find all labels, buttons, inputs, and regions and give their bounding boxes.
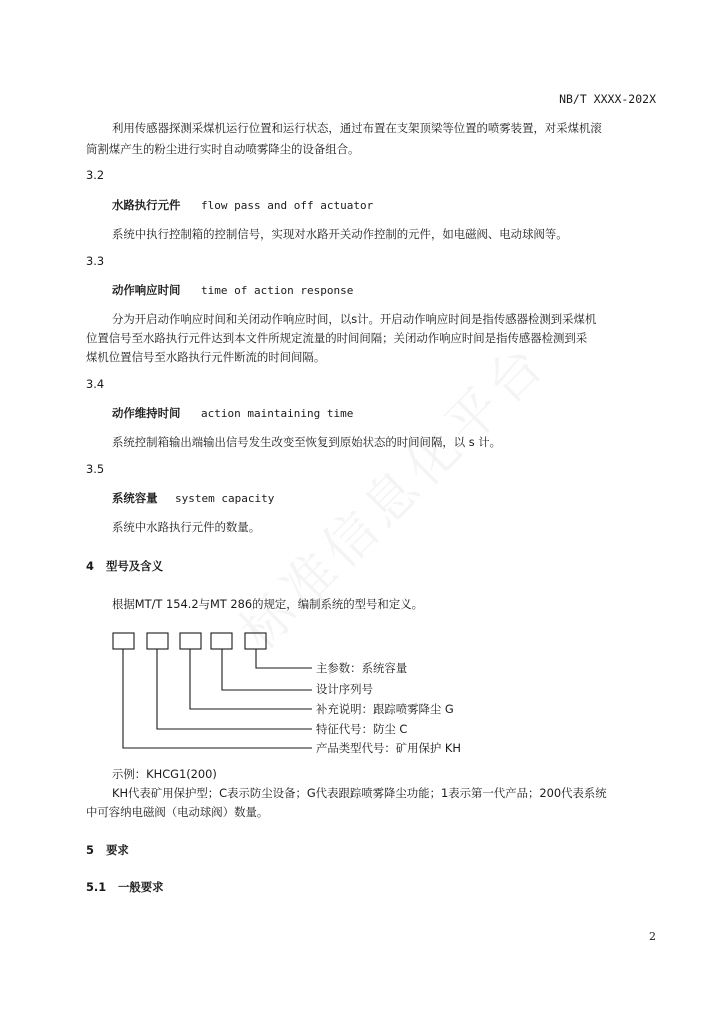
term-definition: 煤机位置信号至水路执行元件断流的时间间隔。: [86, 350, 326, 364]
term-definition: 系统控制箱输出端输出信号发生改变至恢复到原始状态的时间间隔，以 s 计。: [112, 435, 502, 449]
term-definition: 位置信号至水路执行元件达到本文件所规定流量的时间间隔；关闭动作响应时间是指传感器检测到采: [86, 331, 588, 345]
term-title-cn: 水路执行元件: [112, 198, 181, 212]
code-box-3: [180, 633, 201, 649]
diagram-label-product-type: 产品类型代号：矿用保护 KH: [316, 741, 461, 755]
example-explanation-2: 中可容纳电磁阀（电动球阀）数量。: [86, 805, 269, 819]
term-definition: 分为开启动作响应时间和关闭动作响应时间，以s计。开启动作响应时间是指传感器检测到采煤机: [112, 312, 597, 326]
term-title-cn: 系统容量: [112, 491, 158, 505]
term-title-en: action maintaining time: [201, 407, 354, 420]
section-number: 5: [86, 843, 94, 857]
subsection-number: 5.1: [86, 880, 107, 894]
intro-line-1: 利用传感器探测采煤机运行位置和运行状态，通过布置在支架顶梁等位置的喷雾装置，对采煤机滚: [112, 121, 602, 135]
code-box-2: [147, 633, 168, 649]
code-box-5: [245, 633, 266, 649]
section-intro: 根据MT/T 154.2与MT 286的规定，编制系统的型号和定义。: [112, 597, 423, 611]
leader-supplement: [190, 649, 312, 709]
term-title-en: system capacity: [175, 492, 275, 505]
term-title-en: time of action response: [201, 284, 354, 297]
leader-feature: [157, 649, 312, 729]
clause-number: 3.4: [86, 377, 105, 391]
diagram-label-design-seq: 设计序列号: [316, 682, 373, 696]
diagram-label-main-param: 主参数：系统容量: [316, 661, 408, 675]
code-box-4: [211, 633, 232, 649]
standard-code: NB/T XXXX-202X: [559, 92, 656, 106]
term-title-cn: 动作响应时间: [112, 283, 181, 297]
leader-main-param: [256, 649, 312, 668]
section-title: 型号及含义: [106, 559, 163, 573]
diagram-label-supplement: 补充说明：跟踪喷雾降尘 G: [316, 702, 454, 716]
leader-design-seq: [222, 649, 312, 690]
clause-number: 3.5: [86, 462, 105, 476]
example-explanation-1: KH代表矿用保护型；C表示防尘设备；G代表跟踪喷雾降尘功能；1表示第一代产品；200代表系统: [112, 786, 607, 800]
section-title: 要求: [106, 843, 129, 857]
term-title-en: flow pass and off actuator: [201, 199, 374, 212]
section-number: 4: [86, 559, 94, 573]
subsection-title: 一般要求: [118, 880, 164, 894]
clause-number: 3.2: [86, 168, 105, 182]
term-definition: 系统中执行控制箱的控制信号，实现对水路开关动作控制的元件，如电磁阀、电动球阀等。: [112, 227, 568, 241]
clause-number: 3.3: [86, 254, 105, 268]
intro-line-2: 筒割煤产生的粉尘进行实时自动喷雾降尘的设备组合。: [86, 142, 360, 156]
page-number: 2: [649, 930, 656, 943]
term-title-cn: 动作维持时间: [112, 406, 181, 420]
code-box-1: [113, 633, 134, 649]
example-code: 示例：KHCG1(200): [112, 767, 217, 781]
diagram-label-feature: 特征代号：防尘 C: [316, 722, 408, 736]
leader-product-type: [123, 649, 312, 748]
term-definition: 系统中水路执行元件的数量。: [112, 520, 261, 534]
